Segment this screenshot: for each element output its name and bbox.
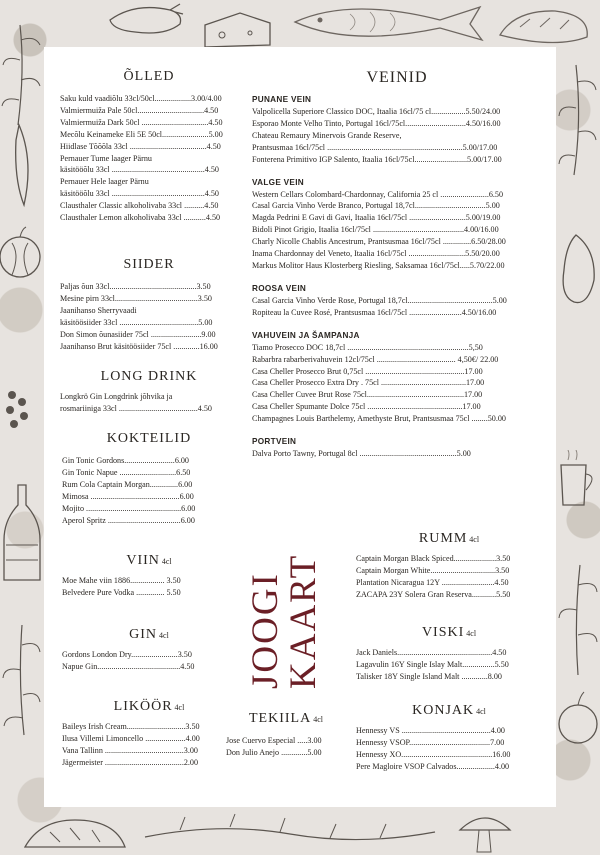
list-item: Valpolicella Superiore Classico DOC, Itaalia 16cl/75 cl.................5.50/24.00 [252,107,501,116]
page-title-line2: KAART [283,553,324,689]
veinid-title: VEINID [366,69,428,86]
list-item: Mimosa ............................................6.00 [62,491,194,501]
list-item: Don Simon õunasiider 75cl .........................9.00 [60,329,216,339]
list-item: Jägermeister .......................................2.00 [62,757,199,767]
list-item: Bidoli Pinot Grigio, Itaalia 16cl/75cl .............................................4.00/16.00 [252,225,499,235]
list-item: Mesine pirn 33cl.........................................3.50 [60,293,212,303]
list-item: Captain Morgan Black Spiced.....................3.50 [356,554,511,563]
long-drink-section [60,369,238,415]
portvein-group [252,437,542,460]
list-item: Belvedere Pure Vodka .............. 5.50 [62,587,181,597]
onion-icon [556,690,600,750]
list-item: Vana Tallinn .......................................3.00 [62,745,198,755]
herb-icon [140,812,440,852]
konjak-section [356,703,542,773]
tekiila-title: TEKIILA 4cl [249,711,323,726]
list-item: Pernauer Tume laager Pärnu [60,153,152,163]
list-item: Ilusa Villemi Limoncello ....................4.00 [62,733,200,743]
list-item: Fonterena Primitivo IGP Salento, Itaalia 16cl/75cl..........................5.00/17.00 [252,154,502,164]
list-item: Jack Daniels...............................................4.50 [356,648,507,657]
long-drink-title: LONG DRINK [100,369,198,384]
list-item: Napue Gin.........................................4.50 [62,661,195,671]
bread-icon [495,5,595,50]
konjak-title: KONJAK 4cl [412,703,486,718]
eggplant-icon [105,0,185,40]
list-item: Valmiermuiža Dark 50cl .................................4.50 [60,117,223,127]
list-item: Chateau Remaury Minervois Grande Reserve, [252,130,402,140]
list-item: Gin Tonic Gordons.........................6.00 [62,456,189,465]
gin-title: GIN 4cl [129,627,169,642]
list-item: Lagavulin 16Y Single Islay Malt................5.50 [356,659,509,669]
portvein-title: PORTVEIN [252,437,297,447]
punane-vein-group [252,95,542,166]
vahuvein-title: VAHUVEIN JA ŠAMPANJA [252,330,360,340]
list-item: Casa Cheller Prosecco Extra Dry . 75cl ..........................................17.00 [252,378,485,388]
list-item: käsitöösiider 33cl .......................................5.00 [60,317,213,327]
unit-label: 4cl [313,715,323,724]
list-item: Tiamo Prosecco DOC 18,7cl ............................................................5,50 [252,342,483,352]
list-item: Clausthaler Lemon alkoholivaba 33cl ...........4.50 [60,213,221,223]
list-item: Hennessy XO.............................................16.00 [356,749,511,759]
unit-label: 4cl [476,707,486,716]
valge-vein-group [252,178,542,272]
list-item: Jaanihanso Sherryvaadi [60,305,137,315]
page-title-line1: JOOGI [245,572,286,689]
list-item: Baileys Irish Cream.............................3.50 [62,722,200,731]
unit-label: 4cl [161,557,172,566]
siider-section [60,257,238,352]
rumm-section [356,531,542,601]
list-item: Prantsusmaa 16cl/75cl ...................................................................5.00/17.00 [252,142,498,152]
list-item: Markus Molitor Haus Klosterberg Riesling, Saksamaa 16cl/75cl.....5.70/22.00 [252,260,505,270]
list-item: Saku kuld vaadiõlu 33cl/50cl..................3.00/4.00 [60,94,222,103]
mug-icon [556,450,600,510]
list-item: Longkrö Gin Longdrink jõhvika ja [60,392,173,401]
vahuvein-group [252,331,542,425]
list-item: Inama Chardonnay del Veneto, Itaalia 16cl/75cl ............................5.50/20.00 [252,249,500,259]
bottle-icon [0,480,44,590]
menu-panel [44,47,556,807]
list-item: Gin Tonic Napue ............................6.50 [62,467,191,477]
chili-icon [4,120,44,210]
list-item: rosmariiniga 33cl .......................................4.50 [60,403,212,413]
list-item: käsitööõlu 33cl ..............................................4.50 [60,189,219,199]
roosa-vein-group [252,284,542,319]
list-item: Hennessy VS ............................................4.00 [356,726,505,735]
list-item: Hennessy VSOP........................................7.00 [356,737,505,747]
list-item: Plantation Nicaragua 12Y ..........................4.50 [356,577,509,587]
list-item: Western Cellars Colombard-Chardonnay, California 25 cl ........................6.50 [252,189,504,199]
list-item: Magda Pedrini E Gavi di Gavi, Itaalia 16cl/75cl ............................5.00/19.00 [252,213,501,223]
list-item: Captain Morgan White................................3.50 [356,565,510,575]
siider-title: SIIDER [123,257,175,272]
eggplant-icon [556,230,600,310]
viin-section [60,553,238,599]
olled-section [60,69,238,224]
list-item: Aperol Spritz ....................................6.00 [62,515,195,525]
punane-vein-title: PUNANE VEIN [252,95,312,104]
list-item: Mecõlu Keinameke Eli 5E 50cl.......................5.00 [60,129,223,139]
onion-icon [0,225,44,285]
veinid-section [252,69,542,460]
list-item: Rum Cola Captain Morgan..............6.00 [62,479,193,489]
herb-icon [2,380,44,440]
unit-label: 4cl [469,535,480,544]
herb-icon [0,620,44,740]
page-title [244,539,332,689]
unit-label: 4cl [174,703,185,712]
list-item: käsitööõlu 33cl ..............................................4.50 [60,165,219,175]
list-item: Don Julio Anejo .............5.00 [226,747,322,757]
bread-icon [20,812,130,852]
mushroom-icon [455,810,515,855]
list-item: Clausthaler Classic alkoholivaba 33cl ..........4.50 [60,201,219,211]
viin-title: VIIN 4cl [126,553,172,568]
cheese-icon [200,5,280,50]
valge-vein-title: VALGE VEIN [252,177,304,187]
list-item: Valmiermuiža Pale 50cl.................................4.50 [60,105,219,115]
likoor-section [60,699,238,769]
list-item: Mojito ...............................................6.00 [62,503,196,513]
list-item: Dalva Porto Tawny, Portugal 8cl ................................................5.00 [252,449,471,459]
list-item: Moe Mahe viin 1886................. 3.50 [62,576,181,585]
herb-icon [556,560,600,680]
viski-section [356,625,542,683]
kokteilid-section [60,431,238,526]
list-item: Casa Cheller Prosecco Brut 0,75cl .................................................17.00 [252,366,483,376]
herb-icon [556,60,600,180]
list-item: Charly Nicolle Chablis Ancestrum, Prantsusmaa 16cl/75cl ..............6.50/28.00 [252,237,506,247]
rumm-title: RUMM 4cl [418,531,480,546]
list-item: Pere Magloire VSOP Calvados...................4.00 [356,761,510,771]
list-item: Talisker 18Y Single Island Malt .............8.00 [356,671,502,681]
list-item: Hiidlase Tõõõla 33cl ......................................4.50 [60,141,221,151]
list-item: Casa Cheller Cuvee Brut Rose 75cl................................................17.00 [252,390,483,400]
likoor-title: LIKÖÖR 4cl [113,699,185,714]
viski-title: VISKI 4cl [421,625,477,640]
unit-label: 4cl [466,629,477,638]
list-item: Ropiteau la Cuvee Rosé, Prantsusmaa 16cl/75cl ..........................4.50/16.00 [252,307,497,317]
list-item: Pernauer Hele laager Pärnu [60,177,149,187]
list-item: Casal Garcia Vinho Verde Rose, Portugal 18,7cl..........................................5.00 [252,295,507,305]
list-item: Gordons London Dry.......................3.50 [62,650,192,659]
olled-title: ÕLLED [123,69,175,84]
roosa-vein-title: ROOSA VEIN [252,283,307,293]
list-item: Casal Garcia Vinho Verde Branco, Portugal 18,7cl...................................5.00 [252,201,500,211]
list-item: ZACAPA 23Y Solera Gran Reserva............5.50 [356,589,511,599]
kokteilid-title: KOKTEILID [106,431,192,446]
tekiila-section [226,711,346,759]
list-item: Esporao Monte Velho Tinto, Portugal 16cl/75cl..............................4.50/16.00 [252,118,501,128]
list-item: Casa Cheller Spumante Dolce 75cl ...............................................17.00 [252,402,481,412]
list-item: Jose Cuervo Especial .....3.00 [226,736,322,745]
list-item: Paljas õun 33cl...........................................3.50 [60,282,211,291]
unit-label: 4cl [159,631,169,640]
gin-section [60,627,238,673]
fish-icon [290,2,490,42]
list-item: Champagnes Louis Barthelemy, Amethyste Brut, Prantsusmaa 75cl ........50.00 [252,414,506,424]
list-item: Rabarbra rabarberivahuvein 12cl/75cl ....................................... 4,50€/ 22.00 [252,354,499,364]
herb-icon [0,20,44,130]
list-item: Jaanihanso Brut käsitöösiider 75cl .............16.00 [60,341,218,351]
